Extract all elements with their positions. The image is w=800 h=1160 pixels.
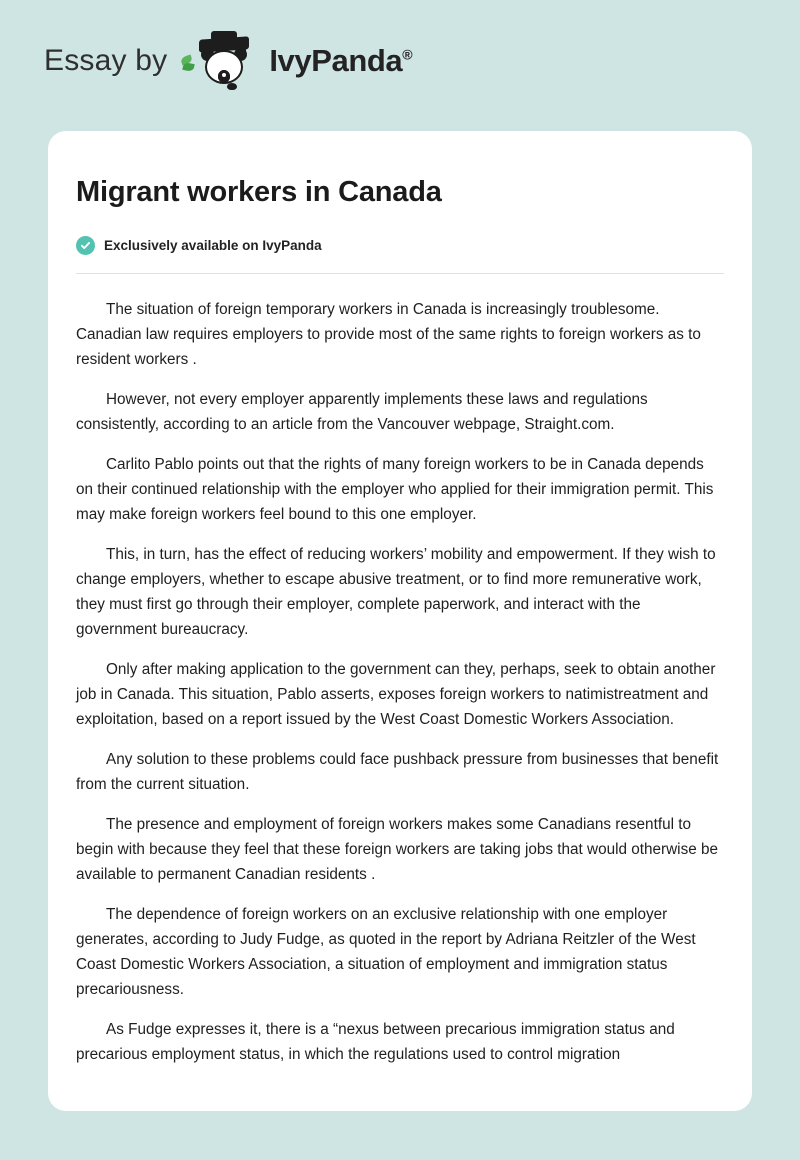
logo-wordmark bbox=[269, 43, 412, 79]
ivypanda-logo[interactable] bbox=[181, 32, 412, 90]
paragraph: Carlito Pablo points out that the rights of many foreign workers to be in Canada depends on their continued relationship with the employer who applied for their immigration permit. This may make foreign workers feel bound to this one employer. bbox=[76, 455, 714, 523]
site-header bbox=[0, 0, 800, 86]
check-circle-icon bbox=[76, 236, 95, 255]
paragraph: Only after making application to the government can they, perhaps, seek to obtain another job in Canada. This situation, Pablo asserts, exposes foreign workers to natimistreatment and exploitation, based on a report issued by the West Coast Domestic Workers Association. bbox=[76, 660, 716, 728]
title-divider bbox=[76, 273, 724, 274]
panda-icon bbox=[199, 40, 249, 86]
paragraph: The presence and employment of foreign workers makes some Canadians resentful to begin with because they feel that these foreign workers are taking jobs that would otherwise be available to permanent Canadian residents . bbox=[76, 815, 718, 883]
logo-registered-mark: ® bbox=[402, 46, 413, 63]
document-card bbox=[48, 131, 752, 1111]
logo-name: IvyPanda bbox=[269, 43, 403, 78]
panda-graduate-icon bbox=[181, 32, 267, 90]
paragraph: However, not every employer apparently implements these laws and regulations consistently, according to an article from the Vancouver webpage, Straight.com. bbox=[76, 390, 648, 433]
paragraph: As Fudge expresses it, there is a “nexus between precarious immigration status and precarious employment status, in which the regulations used to control migration bbox=[76, 1020, 675, 1063]
document-body bbox=[76, 282, 724, 1067]
page-title: Migrant workers in Canada bbox=[76, 176, 442, 208]
leaf-icon bbox=[181, 54, 197, 72]
paragraph: The situation of foreign temporary workers in Canada is increasingly troublesome. Canadian law requires employers to provide most of the same rights to foreign workers as to resident workers . bbox=[76, 300, 701, 368]
essay-by-label: Essay by bbox=[44, 44, 168, 77]
paragraph: The dependence of foreign workers on an exclusive relationship with one employer generates, according to Judy Fudge, as quoted in the report by Adriana Reitzler of the West Coast Domestic Workers Association, a situation of employment and immigration status precariousness. bbox=[76, 905, 696, 998]
status-badge bbox=[76, 236, 724, 255]
status-badge-label: Exclusively available on IvyPanda bbox=[104, 237, 322, 253]
paragraph: This, in turn, has the effect of reducing workers’ mobility and empowerment. If they wish to change employers, whether to escape abusive treatment, or to find more remunerative work, they must first go through their employer, complete paperwork, and interact with the government bureaucracy. bbox=[76, 545, 716, 638]
paragraph: Any solution to these problems could face pushback pressure from businesses that benefit from the current situation. bbox=[76, 750, 719, 793]
